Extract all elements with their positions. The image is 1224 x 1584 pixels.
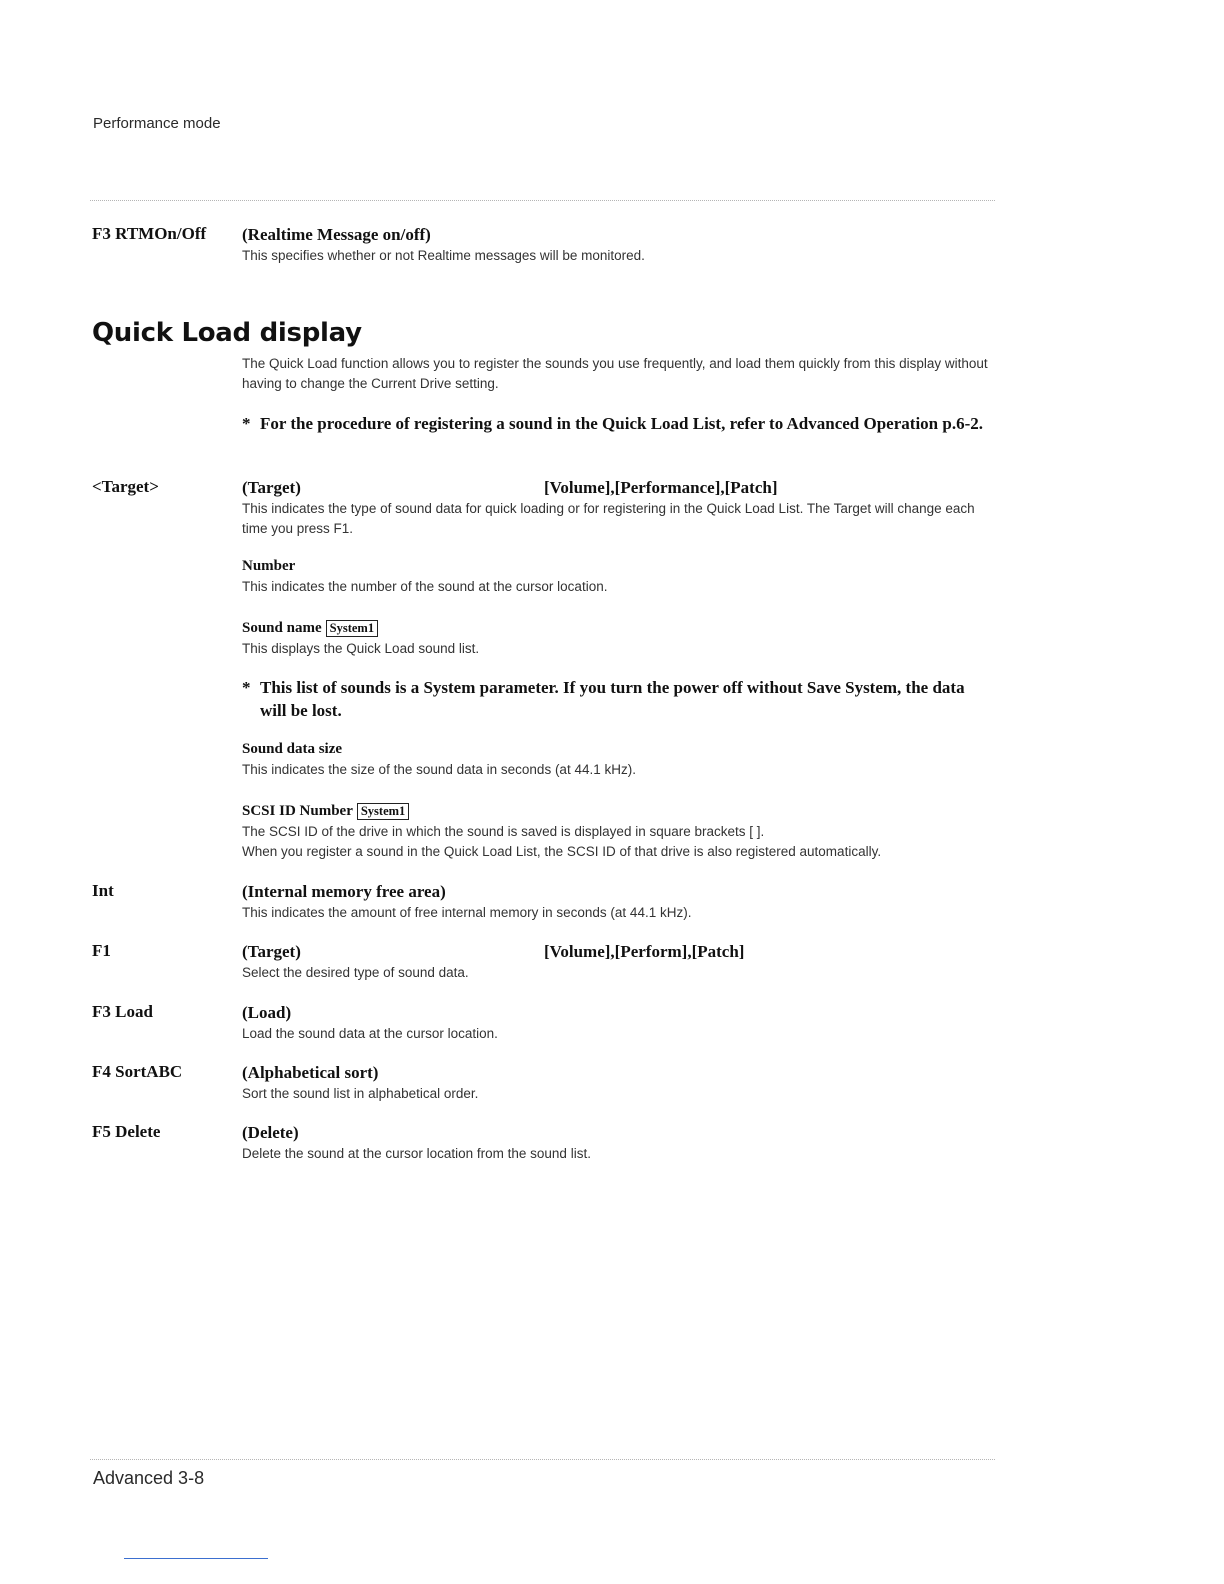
f5-title: (Delete) <box>242 1123 299 1142</box>
quickload-note-text: For the procedure of registering a sound in the Quick Load List, refer to Advanced Operation p.6-2. <box>260 414 983 433</box>
target-range: [Volume],[Performance],[Patch] <box>544 478 778 497</box>
system-note-text: This list of sounds is a System parameter. If you turn the power off without Save System, the data will be lost. <box>260 678 965 720</box>
page-number: Advanced 3-8 <box>93 1468 205 1488</box>
number-desc: This indicates the number of the sound at the cursor location. <box>242 579 608 594</box>
page-title: Quick Load display <box>92 318 362 348</box>
data-size-heading: Sound data size <box>242 741 343 757</box>
footer-underline <box>124 1558 268 1559</box>
rtm-title: (Realtime Message on/off) <box>242 225 431 244</box>
f1-label: F1 <box>92 941 111 960</box>
sound-name-heading: Sound name <box>242 620 322 636</box>
int-title: (Internal memory free area) <box>242 882 446 901</box>
int-desc: This indicates the amount of free internal memory in seconds (at 44.1 kHz). <box>242 905 692 920</box>
note-star: * <box>242 678 251 697</box>
f3-title: (Load) <box>242 1003 292 1022</box>
top-divider <box>90 200 995 201</box>
sound-name-desc: This displays the Quick Load sound list. <box>242 641 480 656</box>
scsi-desc-1: The SCSI ID of the drive in which the sound is saved is displayed in square brackets [ ]. <box>242 824 765 839</box>
scsi-heading-row <box>242 801 994 822</box>
number-heading: Number <box>242 558 296 574</box>
section-header: Performance mode <box>93 115 221 132</box>
target-title-row <box>242 477 994 499</box>
system-tag: System1 <box>326 620 378 637</box>
target-desc: This indicates the type of sound data for quick loading or for registering in the Quick Load List. The Target will change each time you press F1. <box>242 501 975 536</box>
system-tag: System1 <box>357 803 409 820</box>
note-star: * <box>242 414 251 433</box>
rtm-desc: This specifies whether or not Realtime messages will be monitored. <box>242 248 645 263</box>
target-label: <Target> <box>92 477 159 496</box>
f4-label: F4 SortABC <box>92 1062 183 1081</box>
int-label: Int <box>92 881 114 900</box>
quickload-intro: The Quick Load function allows you to register the sounds you use frequently, and load them quickly from this display without having to change the Current Drive setting. <box>242 356 988 391</box>
quickload-note <box>242 412 994 435</box>
bottom-divider <box>90 1459 995 1460</box>
f4-title: (Alphabetical sort) <box>242 1063 379 1082</box>
f1-title-row <box>242 941 994 963</box>
sound-name-heading-row <box>242 618 994 639</box>
f5-label: F5 Delete <box>92 1122 161 1141</box>
scsi-desc-2: When you register a sound in the Quick Load List, the SCSI ID of that drive is also registered automatically. <box>242 844 882 859</box>
f1-range: [Volume],[Perform],[Patch] <box>544 942 745 961</box>
f5-desc: Delete the sound at the cursor location from the sound list. <box>242 1146 591 1161</box>
rtm-label: F3 RTMOn/Off <box>92 224 207 243</box>
f1-title: (Target) <box>242 942 301 961</box>
scsi-heading: SCSI ID Number <box>242 803 353 819</box>
f4-desc: Sort the sound list in alphabetical order. <box>242 1086 479 1101</box>
target-title: (Target) <box>242 478 301 497</box>
f3-desc: Load the sound data at the cursor location. <box>242 1026 498 1041</box>
f1-desc: Select the desired type of sound data. <box>242 965 469 980</box>
f3-label: F3 Load <box>92 1002 153 1021</box>
system-note <box>242 676 994 722</box>
data-size-desc: This indicates the size of the sound data in seconds (at 44.1 kHz). <box>242 762 636 777</box>
